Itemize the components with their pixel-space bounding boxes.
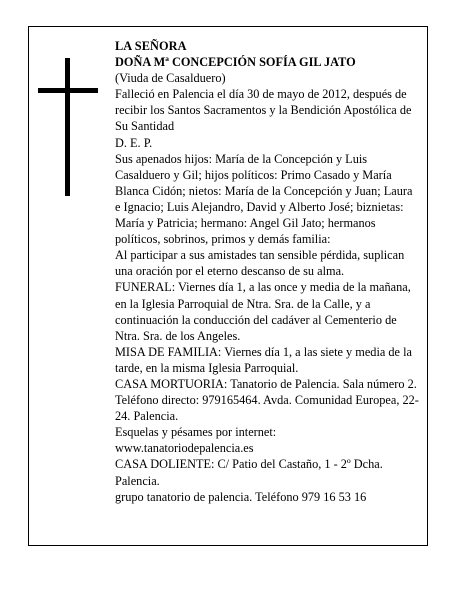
grupo-line: grupo tanatorio de palencia. Teléfono 979 16 53 16 xyxy=(115,489,367,504)
misa-paragraph: MISA DE FAMILIA: Viernes día 1, a las siete y media de la tarde, en la misma Iglesia Parroquial. xyxy=(115,344,412,375)
doliente-paragraph: CASA DOLIENTE: C/ Patio del Castaño, 1 - 2º Dcha. Palencia. xyxy=(115,457,383,488)
cross-horizontal-bar xyxy=(38,88,98,93)
death-paragraph: Falleció en Palencia el día 30 de mayo de 2012, después de recibir los Santos Sacramentos y la Bendición Apostólica de Su Santidad xyxy=(115,87,412,134)
dep-text: D. E. P. xyxy=(115,135,153,150)
obituary-text xyxy=(115,38,420,505)
website-link[interactable]: www.tanatoriodepalencia.es xyxy=(115,441,254,456)
notice-subtitle: (Viuda de Casalduero) xyxy=(115,71,226,86)
cross-icon xyxy=(38,58,98,196)
cross-vertical-bar xyxy=(65,58,70,196)
family-paragraph: Sus apenados hijos: María de la Concepción y Luis Casalduero y Gil; hijos políticos: Primo Casado y María Blanca Cidón; nietos: María de la Concepción y Juan; Laura e Ignacio; Luis Alejandro, David y Alberto José; biznietas: María y Patricia; hermano: Angel Gil Jato; hermanos políticos, sobrinos, primos y demás familia: xyxy=(115,151,413,247)
deceased-name: DOÑA Mª CONCEPCIÓN SOFÍA GIL JATO xyxy=(115,55,356,70)
mortuoria-paragraph: CASA MORTUORIA: Tanatorio de Palencia. Sala número 2. Teléfono directo: 979165464. Avda. Comunidad Europea, 22-24. Palencia. xyxy=(115,376,419,424)
funeral-paragraph: FUNERAL: Viernes día 1, a las once y media de la mañana, en la Iglesia Parroquial de Ntra. Sra. de la Calle, y a continuación la conducción del cadáver al Cementerio de Ntra. Sra. de los Angeles. xyxy=(115,280,411,343)
esquelas-line: Esquelas y pésames por internet: xyxy=(115,425,277,440)
request-paragraph: Al participar a sus amistades tan sensible pérdida, suplican una oración por el eterno descanso de su alma. xyxy=(115,248,405,279)
notice-title: LA SEÑORA xyxy=(115,39,187,53)
